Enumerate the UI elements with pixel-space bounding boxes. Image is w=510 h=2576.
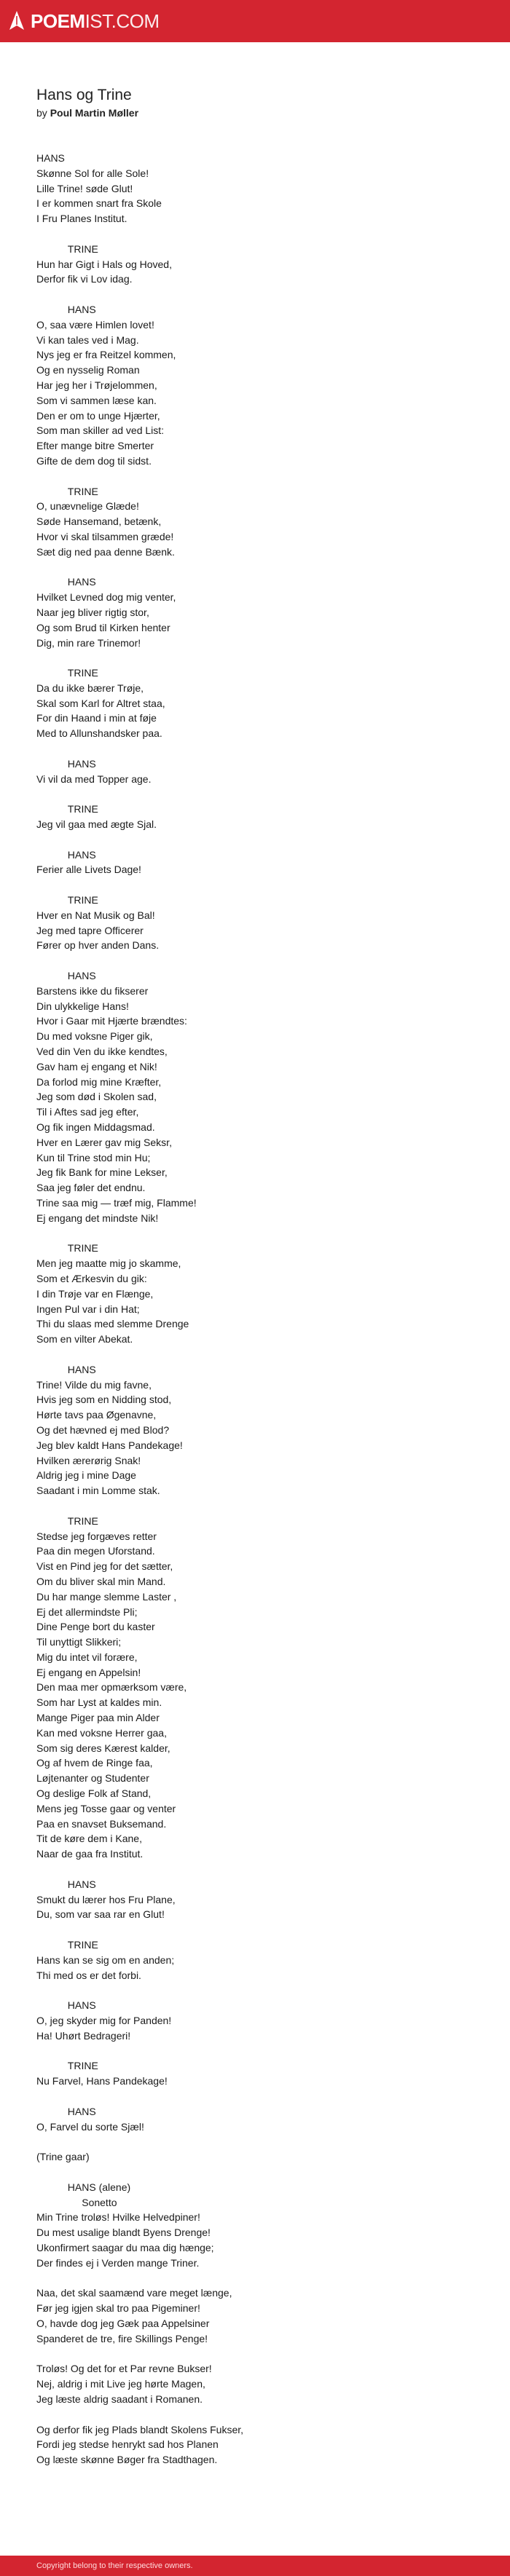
copyright-notice: Copyright belong to their respective owners. — [36, 2561, 193, 2570]
poem-title: Hans og Trine — [36, 87, 132, 103]
site-footer — [0, 2556, 510, 2576]
poem-byline — [36, 106, 474, 120]
quill-icon — [9, 10, 25, 32]
poem-article — [36, 86, 474, 2468]
logo-text-light: IST.COM — [85, 10, 160, 32]
byline-prefix: by — [36, 107, 47, 119]
site-header — [0, 0, 510, 42]
logo-text-bold: POEM — [31, 10, 85, 32]
poem-body: HANS Skønne Sol for alle Sole! Lille Trine! søde Glut! I er kommen snart fra Skole I Fru Planes Institut. TRINE Hun har Gigt i Hals og Hoved, Derfor fik vi Lov idag. HANS O, saa være Himlen lovet! Vi kan tales ved i Mag. Nys jeg er fra Reitzel kommen, Og en nysselig Roman Har jeg her i Trøjelommen, Som vi sammen læse kan. Den er om to unge Hjærter, Som man skiller ad ved List: Efter mange bitre Smerter Gifte de dem dog til sidst. TRINE O, unævnelige Glæde! Søde Hansemand, betænk, Hvor vi skal tilsammen græde! Sæt dig ned paa denne Bænk. HANS Hvilket Levned dog mig venter, Naar jeg bliver rigtig stor, Og som Brud til Kirken henter Dig, min rare Trinemor! TRINE Da du ikke bærer Trøje, Skal som Karl for Altret staa, For din Haand i min at føje Med to Allunshandsker paa. HANS Vi vil da med Topper age. TRINE Jeg vil gaa med ægte Sjal. HANS Ferier alle Livets Dage! TRINE Hver en Nat Musik og Bal! Jeg med tapre Officerer Fører op hver anden Dans. HANS Barstens ikke du fikserer Din ulykkelige Hans! Hvor i Gaar mit Hjærte brændtes: Du med voksne Piger gik, Ved din Ven du ikke kendtes, Gav ham ej engang et Nik! Da forlod mig mine Kræfter, Jeg som død i Skolen sad, Til i Aftes sad jeg efter, Og fik ingen Middagsmad. Hver en Lærer gav mig Seksr, Kun til Trine stod min Hu; Jeg fik Bank for mine Lekser, Saa jeg føler det endnu. Trine saa mig — træf mig, Flamme! Ej engang det mindste Nik! TRINE Men jeg maatte mig jo skamme, Som et Ærkesvin du gik: I din Trøje var en Flænge, Ingen Pul var i din Hat; Thi du slaas med slemme Drenge Som en vilter Abekat. HANS Trine! Vilde du mig favne, Hvis jeg som en Nidding stod, Hørte tavs paa Øgenavne, Og det hævned ej med Blod? Jeg blev kaldt Hans Pandekage! Hvilken ærerørig Snak! Aldrig jeg i mine Dage Saadant i min Lomme stak. TRINE Stedse jeg forgæves retter Paa din megen Uforstand. Vist en Pind jeg for det sætter, Om du bliver skal min Mand. Du har mange slemme Laster , Ej det allermindste Pli; Dine Penge bort du kaster Til unyttigt Slikkeri; Mig du intet vil forære, Ej engang en Appelsin! Den maa mer opmærksom være, Som har Lyst at kaldes min. Mange Piger paa min Alder Kan med voksne Herrer gaa, Som sig deres Kærest kalder, Og af hvem de Ringe faa, Løjtenanter og Studenter Og deslige Folk af Stand, Mens jeg Tosse gaar og venter Paa en snavset Buksemand. Tit de køre dem i Kane, Naar de gaa fra Institut. HANS Smukt du lærer hos Fru Plane, Du, som var saa rar en Glut! TRINE Hans kan se sig om en anden; Thi med os er det forbi. HANS O, jeg skyder mig for Panden! Ha! Uhørt Bedrageri! TRINE Nu Farvel, Hans Pandekage! HANS O, Farvel du sorte Sjæl! (Trine gaar) HANS (alene) Sonetto Min Trine troløs! Hvilke Helvedpiner! Du mest usalige blandt Byens Drenge! Ukonfirmert saagar du maa dig hænge; Der findes ej i Verden mange Triner. Naa, det skal saamænd vare meget længe, Før jeg igjen skal tro paa Pigeminer! O, havde dog jeg Gæk paa Appelsiner Spanderet de tre, fire Skillings Penge! Troløs! Og det for et Par revne Bukser! Nej, aldrig i mit Live jeg hørte Magen, Jeg læste aldrig saadant i Romanen. Og derfor fik jeg Plads blandt Skolens Fukser, Fordi jeg stedse henrykt sad hos Planen Og læste skønne Bøger fra Stadthagen. — [36, 152, 244, 2466]
author-link[interactable]: Poul Martin Møller — [50, 107, 139, 119]
site-logo[interactable] — [9, 9, 160, 33]
